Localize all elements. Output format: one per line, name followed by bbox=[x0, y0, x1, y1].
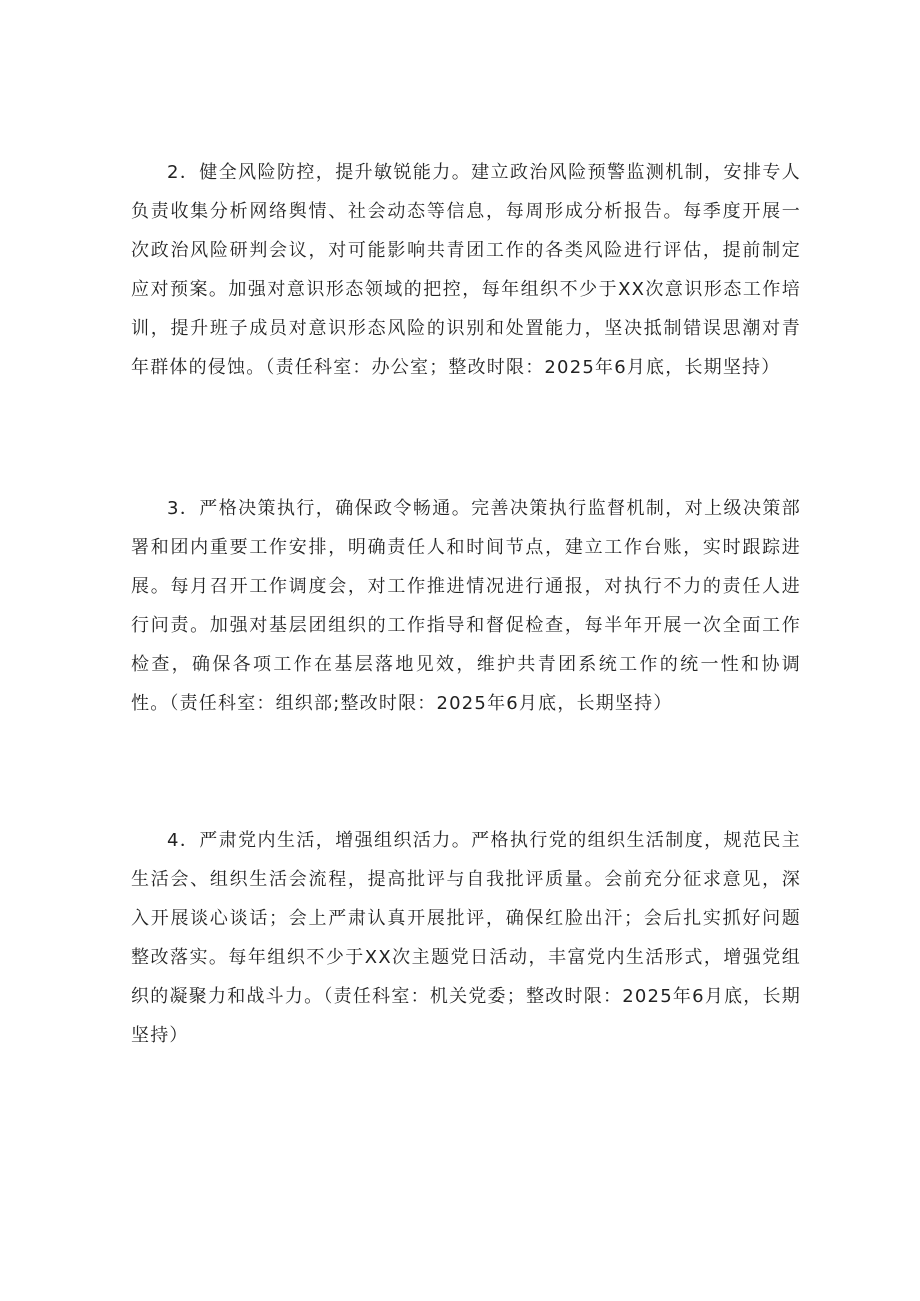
paragraph-item-2: 2．健全风险防控，提升敏锐能力。建立政治风险预警监测机制，安排专人负责收集分析网络舆情、社会动态等信息，每周形成分析报告。每季度开展一次政治风险研判会议，对可能影响共青团工作的各类风险进行评估，提前制定应对预案。加强对意识形态领域的把控，每年组织不少于XX次意识形态工作培训，提升班子成员对意识形态风险的识别和处置能力，坚决抵制错误思潮对青年群体的侵蚀。（责任科室：办公室；整改时限：2025年6月底，长期坚持） bbox=[131, 162, 801, 378]
paragraph-item-4: 4．严肃党内生活，增强组织活力。严格执行党的组织生活制度，规范民主生活会、组织生活会流程，提高批评与自我批评质量。会前充分征求意见，深入开展谈心谈话；会上严肃认真开展批评，确保红脸出汗；会后扎实抓好问题整改落实。每年组织不少于XX次主题党日活动，丰富党内生活形式，增强党组织的凝聚力和战斗力。（责任科室：机关党委；整改时限：2025年6月底，长期坚持） bbox=[131, 830, 801, 1046]
paragraph-item-3: 3．严格决策执行，确保政令畅通。完善决策执行监督机制，对上级决策部署和团内重要工作安排，明确责任人和时间节点，建立工作台账，实时跟踪进展。每月召开工作调度会，对工作推进情况进行通报，对执行不力的责任人进行问责。加强对基层团组织的工作指导和督促检查，每半年开展一次全面工作检查，确保各项工作在基层落地见效，维护共青团系统工作的统一性和协调性。（责任科室：组织部;整改时限：2025年6月底，长期坚持） bbox=[131, 498, 801, 714]
